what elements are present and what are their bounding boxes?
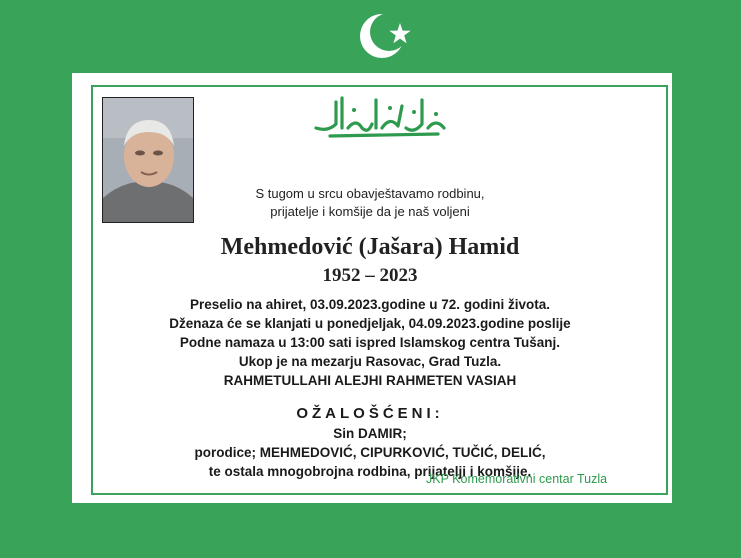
intro-text xyxy=(180,185,560,221)
publisher-credit: JKP Komemorativni centar Tuzla xyxy=(426,472,608,486)
deceased-years: 1952 – 2023 xyxy=(322,265,418,286)
arabic-calligraphy-icon xyxy=(310,88,450,140)
detail-line: Podne namaza u 13:00 sati ispred Islamskog centra Tušanj. xyxy=(179,335,561,350)
mourners-title: OŽALOŠĆENI: xyxy=(296,405,444,422)
mourners-line: porodice; MEHMEDOVIĆ, CIPURKOVIĆ, TUČIĆ, DELIĆ, xyxy=(194,445,546,460)
funeral-details xyxy=(110,295,630,390)
intro-line: prijatelje i komšije da je naš voljeni xyxy=(270,204,470,219)
intro-line: S tugom u srcu obavještavamo rodbinu, xyxy=(255,186,485,201)
detail-line: Dženaza će se klanjati u ponedjeljak, 04.09.2023.godine poslije xyxy=(169,316,571,331)
detail-line: Preselio na ahiret, 03.09.2023.godine u 72. godini života. xyxy=(189,297,551,312)
deceased-name: Mehmedović (Jašara) Hamid xyxy=(220,234,520,260)
mourners-line: Sin DAMIR; xyxy=(333,426,407,441)
detail-line: Ukop je na mezarju Rasovac, Grad Tuzla. xyxy=(238,354,502,369)
mourners-line: te ostala mnogobrojna rodbina, prijatelji i komšije. xyxy=(208,464,532,479)
detail-line: RAHMETULLAHI ALEJHI RAHMETEN VASIAH xyxy=(223,373,517,388)
crescent-star-icon xyxy=(358,8,418,62)
